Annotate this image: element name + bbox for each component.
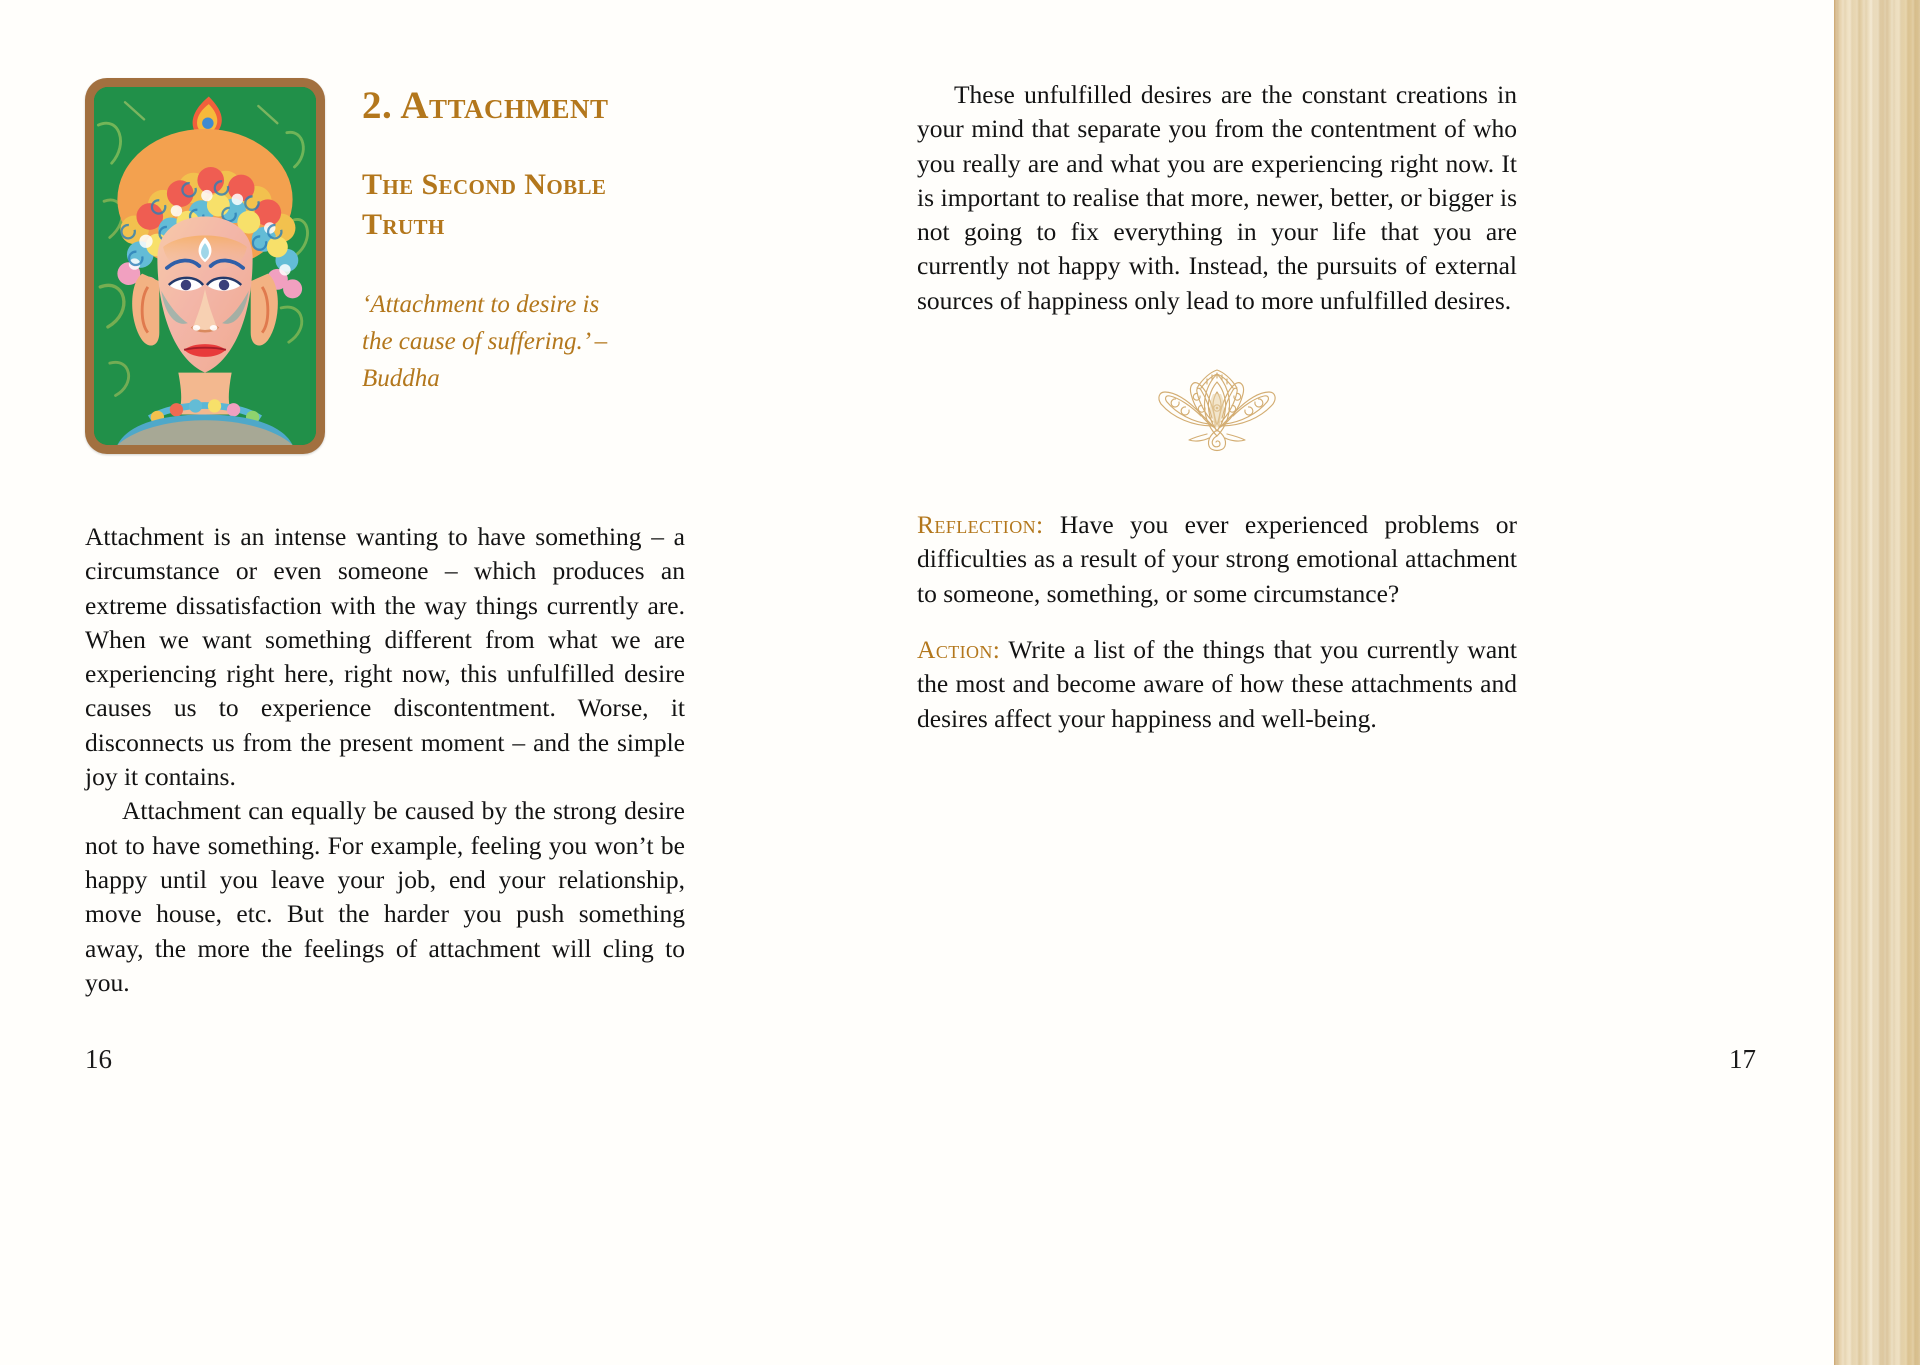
body-paragraph: These unfulfilled desires are the constant creations in your mind that separate you from the contentment of who you really are and what you are experiencing right now. It is important to realise that more, newer, better, or bigger is not going to fix everything in your life that you are currently not happy with. Instead, the pursuits of external sources of happiness only lead to more unfulfilled desires. <box>917 80 1517 315</box>
action-prompt <box>917 633 1517 736</box>
illustration-frame <box>85 78 325 454</box>
buddha-illustration <box>94 87 316 445</box>
lotus-ornament <box>917 364 1517 456</box>
left-page-column <box>85 78 685 1000</box>
body-paragraph: Attachment can equally be caused by the strong desire not to have something. For example, feeling you won’t be happy until you leave your job, end your relationship, move house, etc. But the harder you push something away, the more the feelings of attachment will cling to you. <box>85 796 685 997</box>
reflection-label: Reflection: <box>917 510 1044 540</box>
chapter-epigraph: ‘Attachment to desire is the cause of suffering.’ – Buddha <box>362 291 608 393</box>
page-number-left: 16 <box>85 1044 112 1074</box>
right-page <box>917 0 1834 1365</box>
body-paragraph: Attachment is an intense wanting to have something – a circumstance or even someone – which produces an extreme dissatisfaction with the way things currently are. When we want something different from what we are experiencing right here, right now, this unfulfilled desire causes us to experience discontentment. Worse, it disconnects us from the present moment – and the simple joy it contains. <box>85 522 685 792</box>
book-page-edge <box>1834 0 1920 1365</box>
left-page <box>0 0 917 1365</box>
action-label: Action: <box>917 634 1001 664</box>
prompt-list <box>917 508 1517 736</box>
chapter-subtitle: The Second Noble Truth <box>362 167 607 241</box>
chapter-heading-text <box>325 78 685 397</box>
chapter-title: 2. Attachment <box>362 84 609 127</box>
chapter-header <box>85 78 685 478</box>
reflection-prompt <box>917 508 1517 611</box>
page-number-right: 17 <box>1729 1044 1756 1074</box>
reflection-text: Have you ever experienced problems or difficulties as a result of your strong emotional attachment to someone, something, or some circumstance? <box>917 510 1517 608</box>
left-page-body <box>85 520 685 1000</box>
right-page-column <box>917 78 1517 736</box>
action-text: Write a list of the things that you currently want the most and become aware of how these attachments and desires affect your happiness and well-being. <box>917 634 1517 733</box>
